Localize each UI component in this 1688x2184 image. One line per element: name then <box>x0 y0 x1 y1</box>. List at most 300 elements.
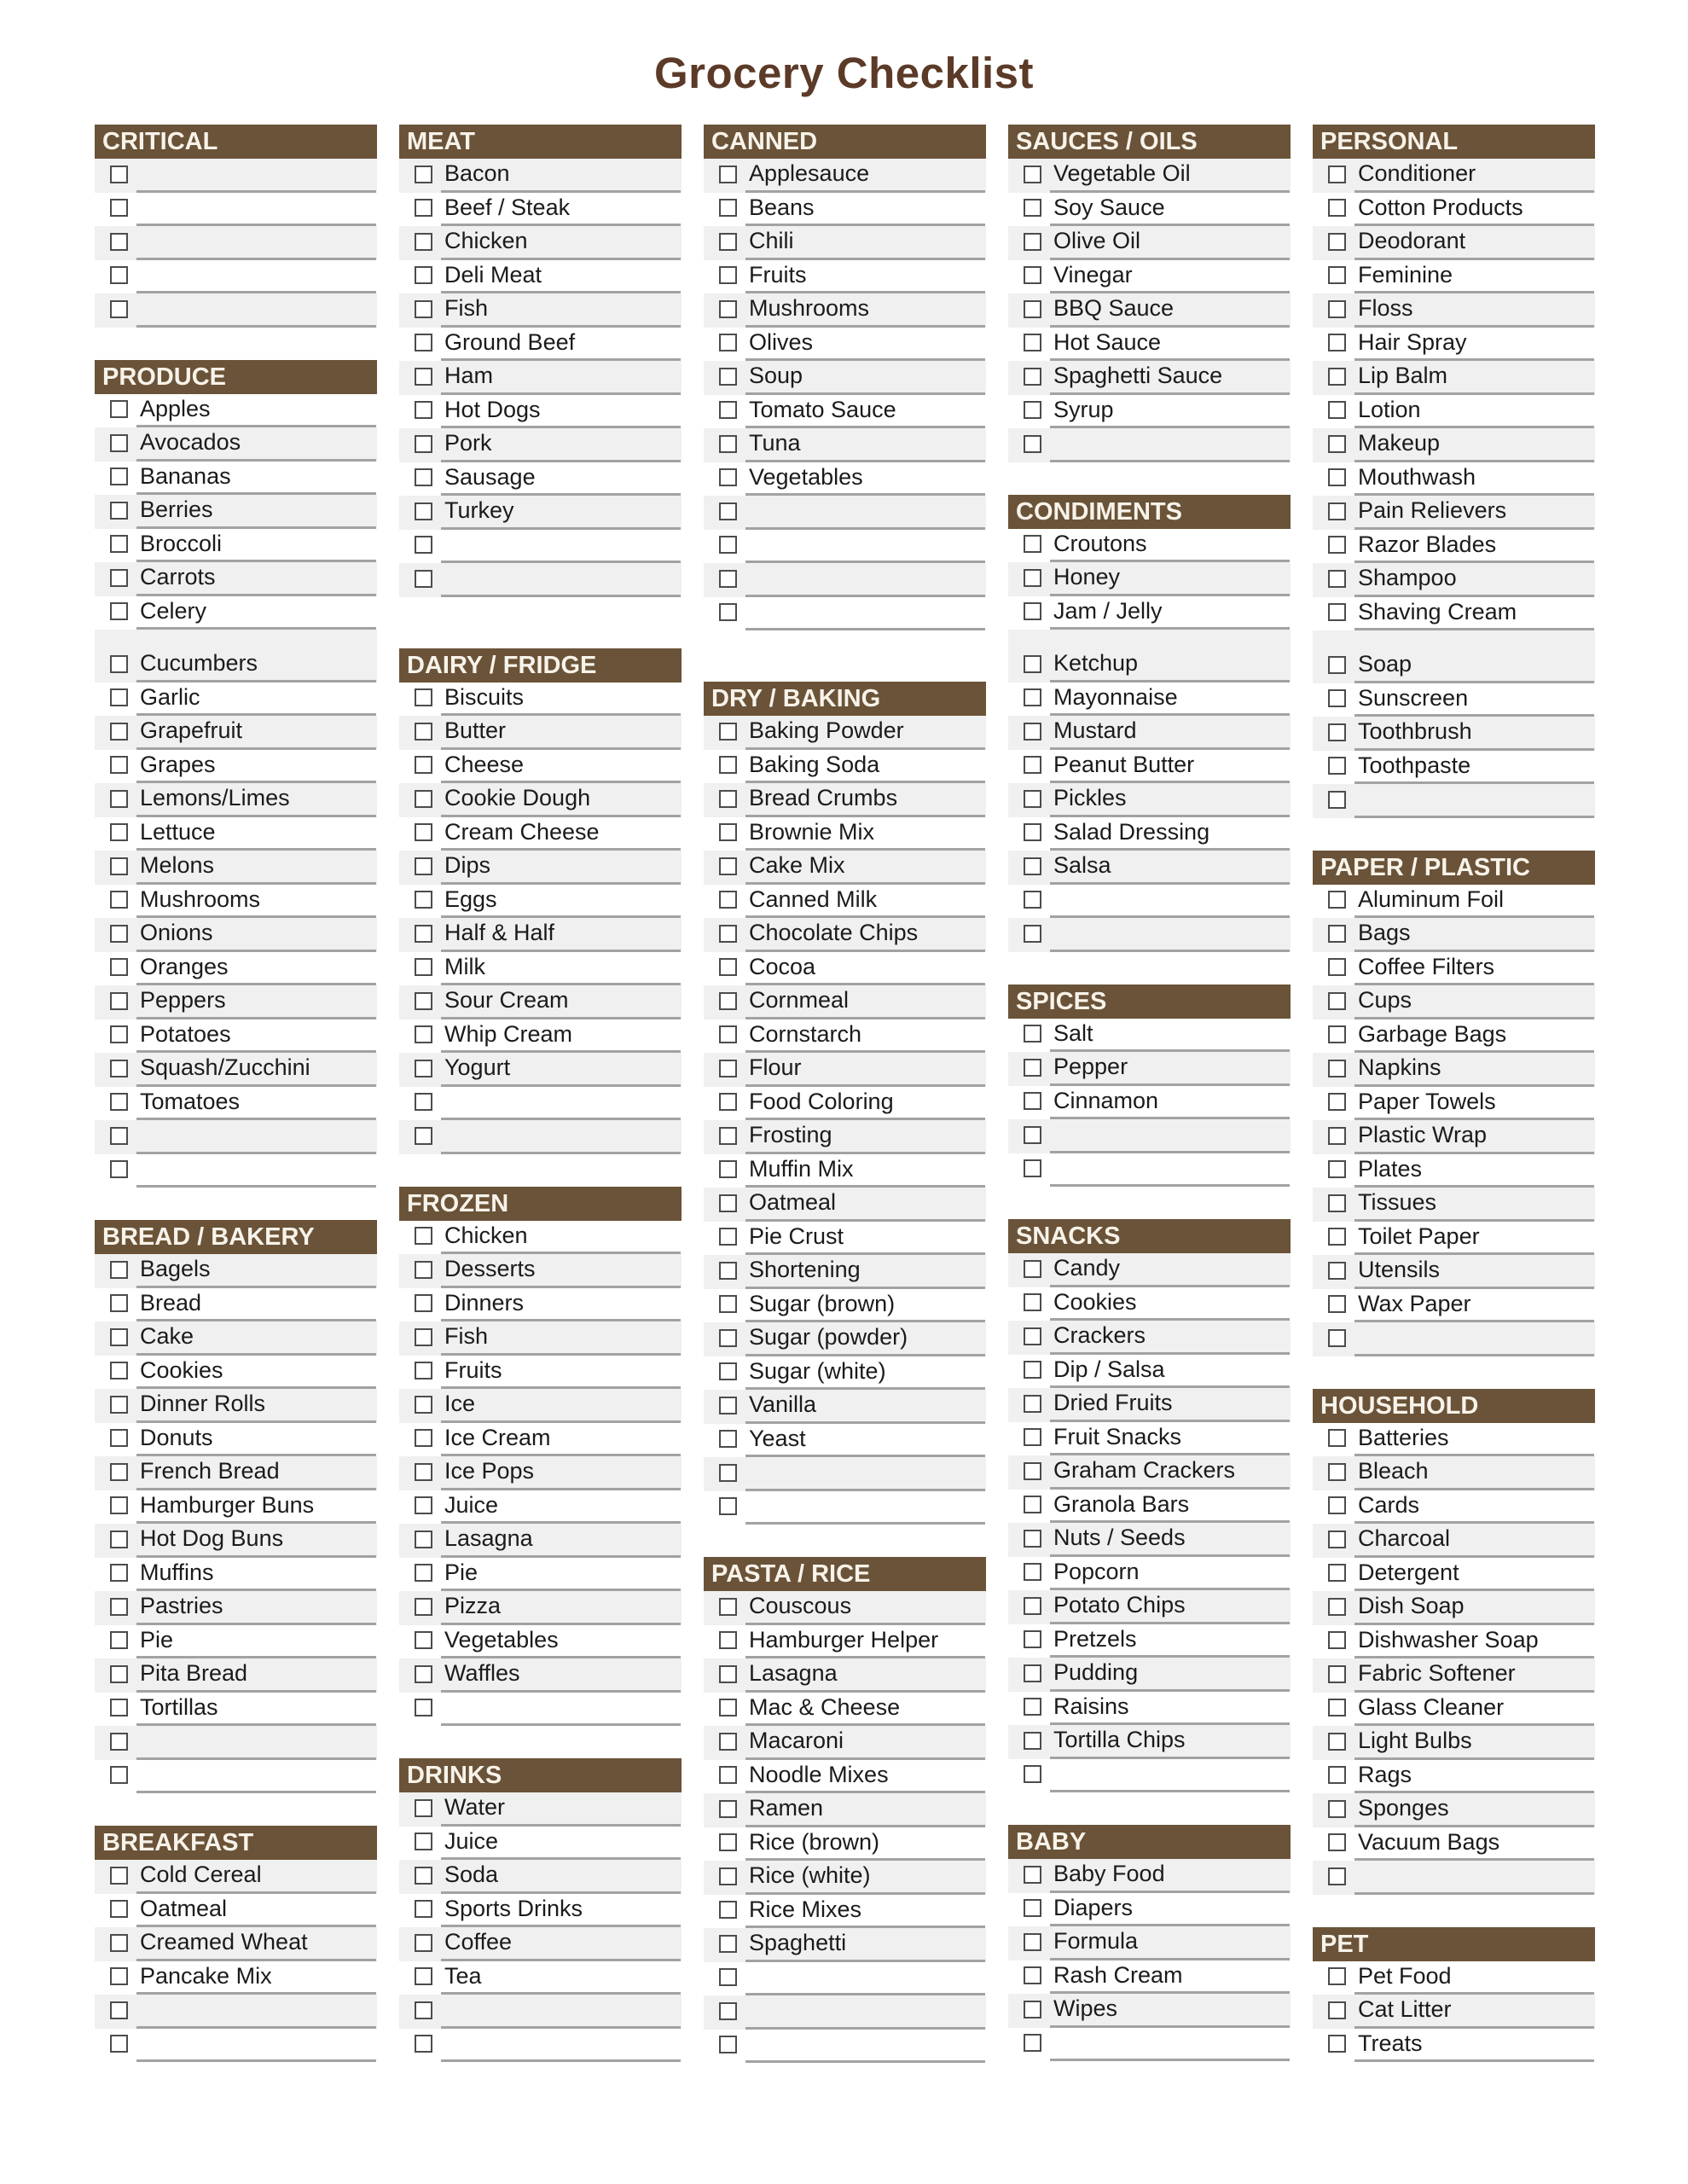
checkbox-unchecked-icon[interactable] <box>1328 1127 1346 1145</box>
checkbox-unchecked-icon[interactable] <box>415 1429 432 1447</box>
checkbox-unchecked-icon[interactable] <box>415 1261 432 1279</box>
checkbox-unchecked-icon[interactable] <box>110 1060 128 1077</box>
checkbox-unchecked-icon[interactable] <box>719 857 737 875</box>
checkbox-unchecked-icon[interactable] <box>110 199 128 217</box>
checkbox-unchecked-icon[interactable] <box>110 1261 128 1279</box>
item-row-french-bread <box>95 1456 377 1490</box>
checkbox-unchecked-icon[interactable] <box>719 1497 737 1515</box>
checkbox-unchecked-icon[interactable] <box>719 1833 737 1851</box>
checkbox-unchecked-icon[interactable] <box>415 823 432 841</box>
checkbox-unchecked-icon[interactable] <box>415 401 432 419</box>
checkbox-unchecked-icon[interactable] <box>719 1665 737 1683</box>
checkbox-unchecked-icon[interactable] <box>415 1496 432 1514</box>
item-row-salad-dressing <box>1008 817 1291 851</box>
item-row-vegetables <box>704 462 986 497</box>
checkbox-unchecked-icon[interactable] <box>1024 300 1041 318</box>
item-label: Pita Bread <box>140 1660 248 1687</box>
checkbox-unchecked-icon[interactable] <box>719 570 737 588</box>
checkbox-unchecked-icon[interactable] <box>110 655 128 673</box>
checkbox-unchecked-icon[interactable] <box>1328 1463 1346 1481</box>
checkbox-unchecked-icon[interactable] <box>110 1396 128 1414</box>
checkbox-unchecked-icon[interactable] <box>719 1935 737 1953</box>
checkbox-unchecked-icon[interactable] <box>1328 166 1346 183</box>
checkbox-unchecked-icon[interactable] <box>1328 1531 1346 1548</box>
checkbox-unchecked-icon[interactable] <box>719 1598 737 1616</box>
checkbox-unchecked-icon[interactable] <box>415 790 432 808</box>
checkbox-unchecked-icon[interactable] <box>1024 334 1041 351</box>
item-row-baking-soda <box>704 750 986 784</box>
checkbox-unchecked-icon[interactable] <box>415 266 432 284</box>
checkbox-unchecked-icon[interactable] <box>1024 2001 1041 2018</box>
checkbox-unchecked-icon[interactable] <box>110 434 128 452</box>
item-label: Salad Dressing <box>1053 818 1210 845</box>
checkbox-unchecked-icon[interactable] <box>1024 1462 1041 1480</box>
checkbox-unchecked-icon[interactable] <box>110 1160 128 1178</box>
checkbox-unchecked-icon[interactable] <box>415 334 432 351</box>
item-row-onions <box>95 918 377 952</box>
checkbox-unchecked-icon[interactable] <box>1328 1699 1346 1716</box>
checkbox-unchecked-icon[interactable] <box>1328 1060 1346 1077</box>
checkbox-unchecked-icon[interactable] <box>1024 1293 1041 1311</box>
item-label: Wax Paper <box>1358 1290 1471 1316</box>
checkbox-unchecked-icon[interactable] <box>415 300 432 318</box>
checkbox-unchecked-icon[interactable] <box>110 1025 128 1043</box>
item-label: Turkey <box>444 497 514 524</box>
checkbox-unchecked-icon[interactable] <box>1024 1732 1041 1750</box>
checkbox-unchecked-icon[interactable] <box>1024 435 1041 453</box>
checkbox-unchecked-icon[interactable] <box>719 891 737 909</box>
checkbox-unchecked-icon[interactable] <box>1024 823 1041 841</box>
checkbox-unchecked-icon[interactable] <box>1024 1260 1041 1278</box>
checkbox-unchecked-icon[interactable] <box>1024 602 1041 620</box>
checkbox-unchecked-icon[interactable] <box>415 233 432 251</box>
section-header-breakfast: BREAKFAST <box>95 1826 377 1860</box>
checkbox-unchecked-icon[interactable] <box>719 1397 737 1414</box>
checkbox-unchecked-icon[interactable] <box>415 1396 432 1414</box>
checkbox-unchecked-icon[interactable] <box>719 958 737 976</box>
item-row-blank <box>95 159 377 193</box>
checkbox-unchecked-icon[interactable] <box>110 1093 128 1111</box>
checkbox-unchecked-icon[interactable] <box>719 1025 737 1043</box>
checkbox-unchecked-icon[interactable] <box>110 958 128 976</box>
checkbox-unchecked-icon[interactable] <box>719 1329 737 1347</box>
item-row-ice <box>399 1389 682 1423</box>
checkbox-unchecked-icon[interactable] <box>719 723 737 741</box>
item-row-wipes <box>1008 1994 1291 2028</box>
checkbox-unchecked-icon[interactable] <box>110 1900 128 1918</box>
checkbox-unchecked-icon[interactable] <box>1024 655 1041 673</box>
checkbox-unchecked-icon[interactable] <box>719 1430 737 1448</box>
checkbox-unchecked-icon[interactable] <box>719 233 737 251</box>
checkbox-unchecked-icon[interactable] <box>110 790 128 808</box>
checkbox-unchecked-icon[interactable] <box>415 2001 432 2019</box>
checkbox-unchecked-icon[interactable] <box>1328 199 1346 217</box>
checkbox-unchecked-icon[interactable] <box>1328 1631 1346 1649</box>
checkbox-unchecked-icon[interactable] <box>1024 756 1041 774</box>
checkbox-unchecked-icon[interactable] <box>415 1699 432 1716</box>
checkbox-unchecked-icon[interactable] <box>415 502 432 520</box>
checkbox-unchecked-icon[interactable] <box>719 2002 737 2020</box>
item-row-pretzels <box>1008 1624 1291 1658</box>
checkbox-unchecked-icon[interactable] <box>415 1665 432 1683</box>
checkbox-unchecked-icon[interactable] <box>1024 199 1041 217</box>
item-row-cornstarch <box>704 1019 986 1054</box>
item-label: Pancake Mix <box>140 1962 272 1989</box>
checkbox-unchecked-icon[interactable] <box>719 1262 737 1280</box>
checkbox-unchecked-icon[interactable] <box>1024 925 1041 943</box>
item-label: Toothpaste <box>1358 752 1471 778</box>
checkbox-unchecked-icon[interactable] <box>110 1362 128 1380</box>
checkbox-unchecked-icon[interactable] <box>110 1665 128 1683</box>
checkbox-unchecked-icon[interactable] <box>415 1799 432 1817</box>
checkbox-unchecked-icon[interactable] <box>1024 1361 1041 1379</box>
checkbox-unchecked-icon[interactable] <box>415 368 432 386</box>
checkbox-unchecked-icon[interactable] <box>415 1833 432 1850</box>
checkbox-unchecked-icon[interactable] <box>719 334 737 351</box>
checkbox-unchecked-icon[interactable] <box>1024 723 1041 741</box>
item-label: Fruit Snacks <box>1053 1423 1182 1449</box>
checkbox-unchecked-icon[interactable] <box>110 2035 128 2053</box>
checkbox-unchecked-icon[interactable] <box>719 166 737 183</box>
checkbox-unchecked-icon[interactable] <box>1024 688 1041 706</box>
checkbox-unchecked-icon[interactable] <box>110 535 128 553</box>
checkbox-unchecked-icon[interactable] <box>1024 569 1041 587</box>
checkbox-unchecked-icon[interactable] <box>1328 1733 1346 1751</box>
item-row-blank <box>1313 1322 1595 1356</box>
checkbox-unchecked-icon[interactable] <box>1328 689 1346 707</box>
item-row-deli-meat <box>399 260 682 294</box>
checkbox-unchecked-icon[interactable] <box>415 1564 432 1582</box>
checkbox-unchecked-icon[interactable] <box>110 1766 128 1784</box>
checkbox-unchecked-icon[interactable] <box>110 300 128 318</box>
checkbox-unchecked-icon[interactable] <box>1328 1665 1346 1683</box>
checkbox-unchecked-icon[interactable] <box>1024 1698 1041 1716</box>
checkbox-unchecked-icon[interactable] <box>719 266 737 284</box>
checkbox-unchecked-icon[interactable] <box>110 502 128 520</box>
checkbox-unchecked-icon[interactable] <box>1328 925 1346 943</box>
checkbox-unchecked-icon[interactable] <box>110 891 128 909</box>
checkbox-unchecked-icon[interactable] <box>719 368 737 386</box>
checkbox-unchecked-icon[interactable] <box>1024 1126 1041 1144</box>
checkbox-unchecked-icon[interactable] <box>1024 1395 1041 1413</box>
checkbox-unchecked-icon[interactable] <box>719 823 737 841</box>
checkbox-unchecked-icon[interactable] <box>415 992 432 1010</box>
checkbox-unchecked-icon[interactable] <box>1328 1800 1346 1818</box>
checkbox-unchecked-icon[interactable] <box>1328 1867 1346 1885</box>
checkbox-unchecked-icon[interactable] <box>1328 1295 1346 1313</box>
checkbox-unchecked-icon[interactable] <box>110 468 128 485</box>
checkbox-unchecked-icon[interactable] <box>1328 1194 1346 1212</box>
checkbox-unchecked-icon[interactable] <box>110 1429 128 1447</box>
checkbox-unchecked-icon[interactable] <box>1024 1563 1041 1581</box>
checkbox-unchecked-icon[interactable] <box>1024 233 1041 251</box>
checkbox-unchecked-icon[interactable] <box>110 400 128 418</box>
checkbox-unchecked-icon[interactable] <box>415 1463 432 1481</box>
checkbox-unchecked-icon[interactable] <box>719 1295 737 1313</box>
item-row-toilet-paper <box>1313 1222 1595 1256</box>
checkbox-unchecked-icon[interactable] <box>1024 368 1041 386</box>
checkbox-unchecked-icon[interactable] <box>110 1496 128 1514</box>
checkbox-unchecked-icon[interactable] <box>1024 535 1041 553</box>
checkbox-unchecked-icon[interactable] <box>1328 334 1346 351</box>
checkbox-unchecked-icon[interactable] <box>719 1699 737 1716</box>
checkbox-unchecked-icon[interactable] <box>110 1598 128 1616</box>
checkbox-unchecked-icon[interactable] <box>110 602 128 620</box>
checkbox-unchecked-icon[interactable] <box>1024 1966 1041 1984</box>
checkbox-unchecked-icon[interactable] <box>1024 1025 1041 1043</box>
checkbox-unchecked-icon[interactable] <box>1328 1160 1346 1178</box>
checkbox-unchecked-icon[interactable] <box>1024 1059 1041 1077</box>
checkbox-unchecked-icon[interactable] <box>719 401 737 419</box>
checkbox-unchecked-icon[interactable] <box>719 1093 737 1111</box>
checkbox-unchecked-icon[interactable] <box>719 300 737 318</box>
checkbox-unchecked-icon[interactable] <box>110 1867 128 1885</box>
section-frozen <box>399 1187 682 1727</box>
column-2 <box>399 125 682 2062</box>
item-row-vegetable-oil <box>1008 159 1291 193</box>
checkbox-unchecked-icon[interactable] <box>110 1733 128 1751</box>
checkbox-unchecked-icon[interactable] <box>415 1631 432 1649</box>
checkbox-unchecked-icon[interactable] <box>1024 1664 1041 1682</box>
item-row-salt <box>1008 1019 1291 1053</box>
checkbox-unchecked-icon[interactable] <box>1328 723 1346 741</box>
checkbox-unchecked-icon[interactable] <box>1328 1228 1346 1246</box>
checkbox-unchecked-icon[interactable] <box>719 1800 737 1818</box>
checkbox-unchecked-icon[interactable] <box>415 1900 432 1918</box>
checkbox-unchecked-icon[interactable] <box>415 1934 432 1952</box>
checkbox-unchecked-icon[interactable] <box>1328 1564 1346 1582</box>
item-row-milk <box>399 952 682 986</box>
checkbox-unchecked-icon[interactable] <box>110 1127 128 1145</box>
checkbox-unchecked-icon[interactable] <box>415 468 432 486</box>
checkbox-unchecked-icon[interactable] <box>719 603 737 621</box>
item-row-bleach <box>1313 1456 1595 1490</box>
checkbox-unchecked-icon[interactable] <box>719 1464 737 1482</box>
item-row-dishwasher-soap <box>1313 1625 1595 1659</box>
checkbox-unchecked-icon[interactable] <box>415 536 432 554</box>
checkbox-unchecked-icon[interactable] <box>110 1328 128 1346</box>
checkbox-unchecked-icon[interactable] <box>1024 1630 1041 1648</box>
checkbox-unchecked-icon[interactable] <box>719 756 737 774</box>
checkbox-unchecked-icon[interactable] <box>110 2001 128 2019</box>
checkbox-unchecked-icon[interactable] <box>1328 1262 1346 1280</box>
checkbox-unchecked-icon[interactable] <box>1328 891 1346 909</box>
checkbox-unchecked-icon[interactable] <box>110 992 128 1010</box>
item-row-pie <box>399 1558 682 1592</box>
checkbox-unchecked-icon[interactable] <box>719 1733 737 1751</box>
checkbox-unchecked-icon[interactable] <box>1328 757 1346 775</box>
checkbox-unchecked-icon[interactable] <box>415 1127 432 1145</box>
checkbox-unchecked-icon[interactable] <box>110 857 128 875</box>
item-row-soy-sauce <box>1008 193 1291 227</box>
checkbox-unchecked-icon[interactable] <box>110 1934 128 1952</box>
checkbox-unchecked-icon[interactable] <box>1328 1496 1346 1514</box>
checkbox-unchecked-icon[interactable] <box>1024 2034 1041 2052</box>
checkbox-unchecked-icon[interactable] <box>1328 2001 1346 2019</box>
checkbox-unchecked-icon[interactable] <box>1024 1428 1041 1446</box>
checkbox-unchecked-icon[interactable] <box>719 1362 737 1380</box>
section-personal <box>1313 125 1595 818</box>
checkbox-unchecked-icon[interactable] <box>415 1025 432 1043</box>
checkbox-unchecked-icon[interactable] <box>719 1968 737 1986</box>
checkbox-unchecked-icon[interactable] <box>1328 435 1346 453</box>
checkbox-unchecked-icon[interactable] <box>1024 1496 1041 1513</box>
checkbox-unchecked-icon[interactable] <box>1328 1833 1346 1851</box>
checkbox-unchecked-icon[interactable] <box>1328 1598 1346 1616</box>
checkbox-unchecked-icon[interactable] <box>1328 1967 1346 1985</box>
checkbox-unchecked-icon[interactable] <box>719 1766 737 1784</box>
write-line <box>745 1522 985 1525</box>
checkbox-unchecked-icon[interactable] <box>110 266 128 284</box>
checkbox-unchecked-icon[interactable] <box>415 1867 432 1885</box>
checkbox-unchecked-icon[interactable] <box>719 790 737 808</box>
checkbox-unchecked-icon[interactable] <box>1328 300 1346 318</box>
checkbox-unchecked-icon[interactable] <box>1328 570 1346 588</box>
checkbox-unchecked-icon[interactable] <box>110 569 128 587</box>
item-row-peppers <box>95 985 377 1019</box>
checkbox-unchecked-icon[interactable] <box>110 1631 128 1649</box>
checkbox-unchecked-icon[interactable] <box>1024 1159 1041 1177</box>
checkbox-unchecked-icon[interactable] <box>415 925 432 943</box>
checkbox-unchecked-icon[interactable] <box>1328 958 1346 976</box>
checkbox-unchecked-icon[interactable] <box>719 1631 737 1649</box>
checkbox-unchecked-icon[interactable] <box>415 756 432 774</box>
checkbox-unchecked-icon[interactable] <box>415 857 432 875</box>
checkbox-unchecked-icon[interactable] <box>1024 1765 1041 1783</box>
item-label: Tortillas <box>140 1693 218 1720</box>
checkbox-unchecked-icon[interactable] <box>415 723 432 741</box>
checkbox-unchecked-icon[interactable] <box>719 199 737 217</box>
checkbox-unchecked-icon[interactable] <box>415 2035 432 2053</box>
checkbox-unchecked-icon[interactable] <box>719 1901 737 1919</box>
checkbox-unchecked-icon[interactable] <box>415 1328 432 1346</box>
checkbox-unchecked-icon[interactable] <box>415 1093 432 1111</box>
checkbox-unchecked-icon[interactable] <box>110 1531 128 1548</box>
checkbox-unchecked-icon[interactable] <box>719 1228 737 1246</box>
checkbox-unchecked-icon[interactable] <box>110 823 128 841</box>
checkbox-unchecked-icon[interactable] <box>110 1463 128 1481</box>
checkbox-unchecked-icon[interactable] <box>1024 857 1041 875</box>
write-line <box>136 627 376 630</box>
checkbox-unchecked-icon[interactable] <box>110 1564 128 1582</box>
checkbox-unchecked-icon[interactable] <box>1328 1429 1346 1447</box>
item-row-dried-fruits <box>1008 1388 1291 1422</box>
item-label: Bread <box>140 1289 202 1316</box>
checkbox-unchecked-icon[interactable] <box>110 1699 128 1716</box>
checkbox-unchecked-icon[interactable] <box>1024 790 1041 808</box>
checkbox-unchecked-icon[interactable] <box>719 435 737 453</box>
checkbox-unchecked-icon[interactable] <box>415 435 432 453</box>
item-row-oatmeal <box>95 1894 377 1928</box>
checkbox-unchecked-icon[interactable] <box>1024 1092 1041 1110</box>
checkbox-unchecked-icon[interactable] <box>1024 166 1041 183</box>
item-row-formula <box>1008 1926 1291 1960</box>
checkbox-unchecked-icon[interactable] <box>1328 1025 1346 1043</box>
checkbox-unchecked-icon[interactable] <box>415 688 432 706</box>
checkbox-unchecked-icon[interactable] <box>719 1867 737 1885</box>
checkbox-unchecked-icon[interactable] <box>1024 1899 1041 1917</box>
checkbox-unchecked-icon[interactable] <box>1328 233 1346 251</box>
section-pasta-rice <box>704 1557 986 2063</box>
checkbox-unchecked-icon[interactable] <box>110 1294 128 1312</box>
checkbox-unchecked-icon[interactable] <box>1328 1329 1346 1347</box>
checkbox-unchecked-icon[interactable] <box>1328 502 1346 520</box>
checkbox-unchecked-icon[interactable] <box>1328 1766 1346 1784</box>
checkbox-unchecked-icon[interactable] <box>1328 536 1346 554</box>
checkbox-unchecked-icon[interactable] <box>415 1967 432 1985</box>
checkbox-unchecked-icon[interactable] <box>719 502 737 520</box>
checkbox-unchecked-icon[interactable] <box>415 1362 432 1380</box>
checkbox-unchecked-icon[interactable] <box>1328 468 1346 486</box>
checkbox-unchecked-icon[interactable] <box>415 1227 432 1245</box>
checkbox-unchecked-icon[interactable] <box>110 925 128 943</box>
checkbox-unchecked-icon[interactable] <box>719 992 737 1010</box>
checkbox-unchecked-icon[interactable] <box>1328 2035 1346 2053</box>
checkbox-unchecked-icon[interactable] <box>1024 1530 1041 1548</box>
checkbox-unchecked-icon[interactable] <box>1328 266 1346 284</box>
item-label: Bacon <box>444 160 510 187</box>
item-label: Baking Powder <box>749 717 904 744</box>
checkbox-unchecked-icon[interactable] <box>1328 603 1346 621</box>
checkbox-unchecked-icon[interactable] <box>415 166 432 183</box>
checkbox-unchecked-icon[interactable] <box>1328 656 1346 674</box>
checkbox-unchecked-icon[interactable] <box>1024 401 1041 419</box>
item-label: Ketchup <box>1053 650 1139 677</box>
checkbox-unchecked-icon[interactable] <box>1024 1327 1041 1345</box>
checkbox-unchecked-icon[interactable] <box>415 570 432 588</box>
checkbox-unchecked-icon[interactable] <box>110 233 128 251</box>
checkbox-unchecked-icon[interactable] <box>719 925 737 943</box>
checkbox-unchecked-icon[interactable] <box>1328 1093 1346 1111</box>
checkbox-unchecked-icon[interactable] <box>110 688 128 706</box>
checkbox-unchecked-icon[interactable] <box>1024 266 1041 284</box>
checkbox-unchecked-icon[interactable] <box>1328 791 1346 809</box>
checkbox-unchecked-icon[interactable] <box>1328 992 1346 1010</box>
item-row-lasagna <box>704 1658 986 1693</box>
checkbox-unchecked-icon[interactable] <box>110 756 128 774</box>
item-row-fish <box>399 293 682 328</box>
checkbox-unchecked-icon[interactable] <box>415 1060 432 1077</box>
checkbox-unchecked-icon[interactable] <box>719 536 737 554</box>
checkbox-unchecked-icon[interactable] <box>1024 891 1041 909</box>
checkbox-unchecked-icon[interactable] <box>1024 1597 1041 1615</box>
checkbox-unchecked-icon[interactable] <box>415 958 432 976</box>
checkbox-unchecked-icon[interactable] <box>719 468 737 486</box>
checkbox-unchecked-icon[interactable] <box>415 891 432 909</box>
item-row-cards <box>1313 1490 1595 1525</box>
item-row-couscous <box>704 1591 986 1625</box>
item-label: Potato Chips <box>1053 1592 1186 1618</box>
column-3 <box>704 125 986 2063</box>
checkbox-unchecked-icon[interactable] <box>719 1194 737 1212</box>
checkbox-unchecked-icon[interactable] <box>415 1531 432 1548</box>
checkbox-unchecked-icon[interactable] <box>1024 1933 1041 1951</box>
checkbox-unchecked-icon[interactable] <box>110 1967 128 1985</box>
checkbox-unchecked-icon[interactable] <box>1024 1866 1041 1884</box>
checkbox-unchecked-icon[interactable] <box>415 199 432 217</box>
checkbox-unchecked-icon[interactable] <box>719 1127 737 1145</box>
checkbox-unchecked-icon[interactable] <box>1328 401 1346 419</box>
checkbox-unchecked-icon[interactable] <box>415 1294 432 1312</box>
checkbox-unchecked-icon[interactable] <box>1328 368 1346 386</box>
checkbox-unchecked-icon[interactable] <box>110 723 128 741</box>
checkbox-unchecked-icon[interactable] <box>110 166 128 183</box>
item-label: Cat Litter <box>1358 1996 1452 2023</box>
checkbox-unchecked-icon[interactable] <box>415 1598 432 1616</box>
checkbox-unchecked-icon[interactable] <box>719 1060 737 1077</box>
checkbox-unchecked-icon[interactable] <box>719 1160 737 1178</box>
checkbox-unchecked-icon[interactable] <box>719 2036 737 2053</box>
